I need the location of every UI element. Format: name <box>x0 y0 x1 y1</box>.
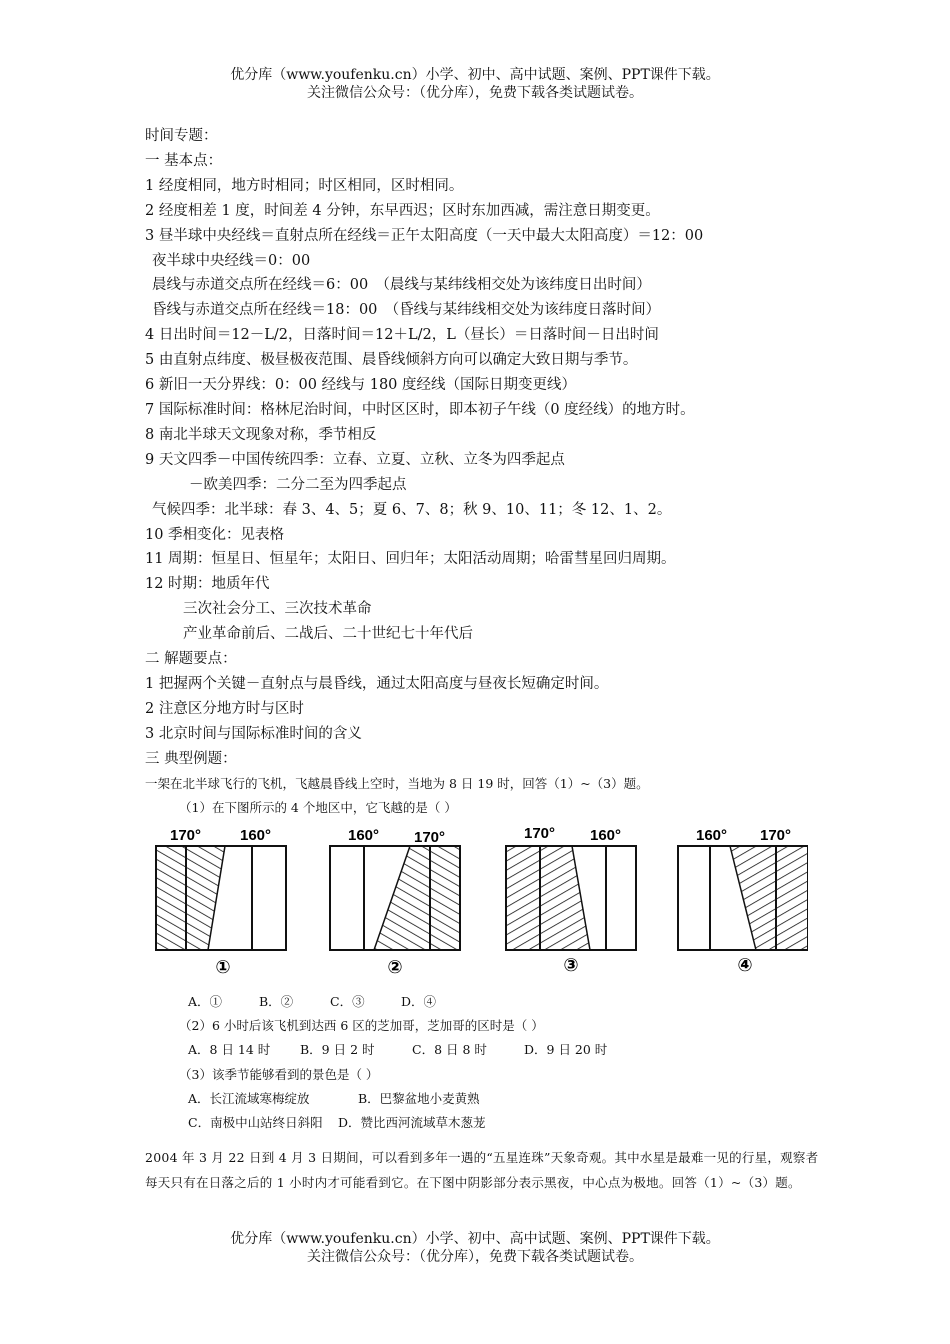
key-point-1: 1 把握两个关键－直射点与晨昏线，通过太阳高度与昼夜长短确定时间。 <box>145 675 609 692</box>
point-8: 8 南北半球天文现象对称，季节相反 <box>145 426 377 443</box>
example-intro: 一架在北半球飞行的飞机，飞越晨昏线上空时，当地为 8 日 19 时，回答（1）~（3）题。 <box>145 775 649 791</box>
option: D．赞比西河流域草木葱茏 <box>338 1114 486 1130</box>
option: A．8 日 14 时 <box>188 1042 271 1058</box>
header-line-1: 优分库（www.youfenku.cn）小学、初中、高中试题、案例、PPT课件下载。 <box>230 67 720 83</box>
point-12: 12 时期：地质年代 <box>145 576 270 593</box>
longitude-label: 170° <box>170 827 202 844</box>
footer-line-1: 优分库（www.youfenku.cn）小学、初中、高中试题、案例、PPT课件下载。 <box>230 1231 720 1247</box>
point-3c: 昏线与赤道交点所在经线＝18：00 （昏线与某纬线相交处为该纬度日落时间） <box>152 302 661 319</box>
key-point-3: 3 北京时间与国际标准时间的含义 <box>145 725 362 742</box>
point-4: 4 日出时间＝12－L/2，日落时间＝12＋L/2，L（昼长）＝日落时间－日出时间 <box>145 327 659 344</box>
question-3-options-row-1 <box>145 1087 825 1111</box>
point-2: 2 经度相差 1 度，时间差 4 分钟，东早西迟；区时东加西减，需注意日期变更。 <box>145 202 660 219</box>
panel-label: ④ <box>737 955 753 976</box>
question-1-options <box>145 990 825 1014</box>
point-3: 3 昼半球中央经线＝直射点所在经线＝正午太阳高度（一天中最大太阳高度）＝12：00 <box>145 227 704 244</box>
option: B．9 日 2 时 <box>300 1042 375 1058</box>
panel-4 <box>678 827 808 976</box>
panel-2 <box>330 827 460 978</box>
point-7: 7 国际标准时间：格林尼治时间，中时区区时，即本初子午线（0 度经线）的地方时。 <box>145 401 695 418</box>
point-9a: －欧美四季：二分二至为四季起点 <box>189 476 407 493</box>
panel-3 <box>506 825 636 976</box>
longitude-label: 160° <box>696 827 728 844</box>
option: B．巴黎盆地小麦黄熟 <box>358 1090 480 1106</box>
question-3: （3）该季节能够看到的景色是（ ） <box>179 1066 379 1082</box>
point-11: 11 周期：恒星日、恒星年；太阳日、回归年；太阳活动周期；哈雷彗星回归周期。 <box>145 551 676 568</box>
example-2-intro: 2004 年 3 月 22 日到 4 月 3 日期间，可以看到多年一遇的“五星连珠”天象奇观。其中水星是最难一见的行星，观察者每天只有在日落之后的 1 小时内才可能看到它。在下图中阴影部分表示黑夜，中心点为极地。回答（1）~（3）题。 <box>145 1150 819 1190</box>
terminator-figure <box>148 818 808 986</box>
panel-label: ③ <box>563 955 579 976</box>
section-heading: 二 解题要点： <box>145 651 237 668</box>
panel-1 <box>156 827 286 978</box>
option: C．③ <box>330 993 365 1009</box>
point-6: 6 新旧一天分界线：0：00 经线与 180 度经线（国际日期变更线） <box>145 377 577 394</box>
footer-line-2: 关注微信公众号：（优分库），免费下载各类试题试卷。 <box>307 1249 643 1265</box>
question-3-options-row-2 <box>145 1111 825 1135</box>
option: B．② <box>259 993 294 1009</box>
point-1: 1 经度相同，地方时相同；时区相同，区时相同。 <box>145 177 464 194</box>
point-3b: 晨线与赤道交点所在经线＝6：00 （晨线与某纬线相交处为该纬度日出时间） <box>152 277 651 294</box>
point-10: 10 季相变化：见表格 <box>145 526 285 543</box>
option: C．8 日 8 时 <box>412 1042 487 1058</box>
point-3a: 夜半球中央经线＝0：00 <box>152 252 311 269</box>
point-5: 5 由直射点纬度、极昼极夜范围、晨昏线倾斜方向可以确定大致日期与季节。 <box>145 352 638 369</box>
question-2-options <box>145 1038 825 1062</box>
option: D．9 日 20 时 <box>524 1042 608 1058</box>
longitude-label: 170° <box>760 827 792 844</box>
question-2: （2）6 小时后该飞机到达西 6 区的芝加哥，芝加哥的区时是（ ） <box>179 1018 544 1034</box>
option: A．① <box>188 993 223 1009</box>
page-header <box>0 66 950 102</box>
longitude-label: 170° <box>414 829 446 846</box>
option: C．南极中山站终日斜阳 <box>188 1114 323 1130</box>
section-heading: 一 基本点： <box>145 152 223 169</box>
point-9b: 气候四季：北半球：春 3、4、5；夏 6、7、8；秋 9、10、11；冬 12、1、2。 <box>152 501 672 518</box>
question-1: （1）在下图所示的 4 个地区中，它飞越的是（ ） <box>179 799 457 815</box>
longitude-label: 160° <box>348 827 380 844</box>
point-12b: 产业革命前后、二战后、二十世纪七十年代后 <box>183 626 473 643</box>
header-line-2: 关注微信公众号：（优分库），免费下载各类试题试卷。 <box>307 85 643 101</box>
key-point-2: 2 注意区分地方时与区时 <box>145 700 304 717</box>
point-12a: 三次社会分工、三次技术革命 <box>183 601 372 618</box>
longitude-label: 170° <box>524 825 556 842</box>
page-footer <box>0 1230 950 1266</box>
panel-label: ② <box>387 957 403 978</box>
option: D．④ <box>401 993 437 1009</box>
longitude-label: 160° <box>240 827 272 844</box>
panel-label: ① <box>215 957 231 978</box>
option: A．长江流域寒梅绽放 <box>188 1090 310 1106</box>
point-9: 9 天文四季－中国传统四季：立春、立夏、立秋、立冬为四季起点 <box>145 451 565 468</box>
longitude-label: 160° <box>590 827 622 844</box>
section-heading: 三 典型例题： <box>145 750 237 767</box>
doc-title: 时间专题： <box>145 128 218 144</box>
